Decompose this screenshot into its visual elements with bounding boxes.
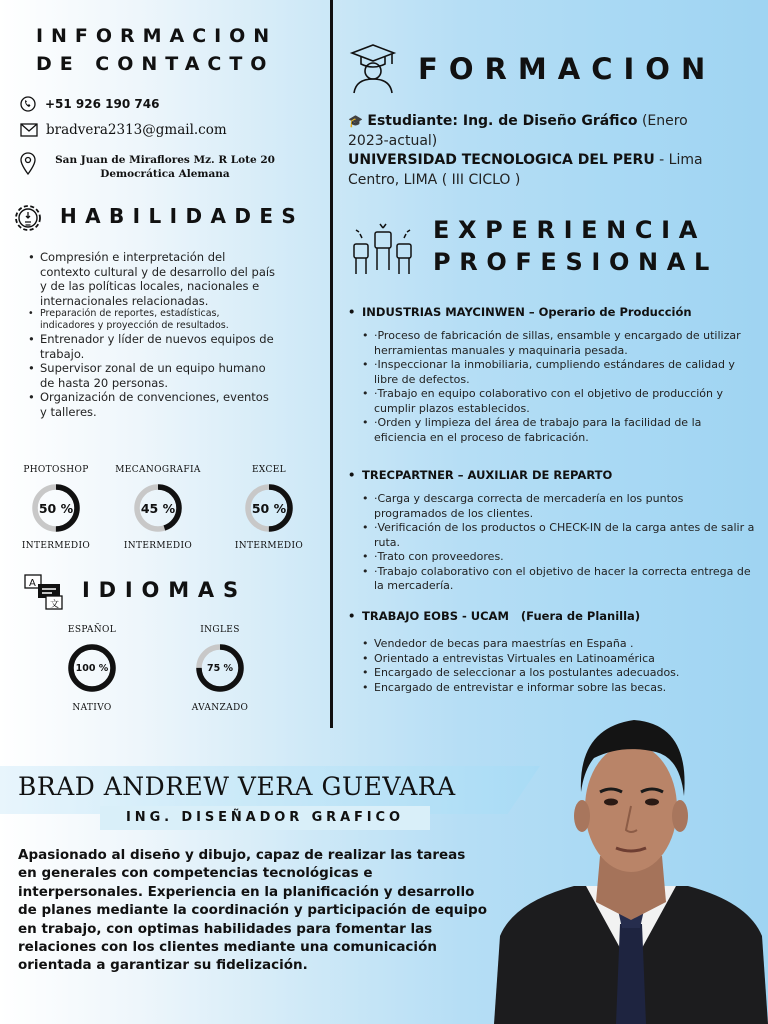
formacion-title: FORMACION [418, 52, 717, 86]
graduation-cap-icon: 🎓 [348, 114, 363, 128]
address-line1: San Juan de Miraflores Mz. R Lote 20 [55, 154, 275, 166]
job-eobs-ucam [346, 609, 756, 695]
skill-percent: 50 % [38, 500, 74, 516]
skill-ring [133, 483, 183, 533]
university: UNIVERSIDAD TECNOLOGICA DEL PERU [348, 152, 655, 168]
formacion-details [348, 112, 728, 190]
language-espanol [42, 625, 142, 713]
phone-icon [20, 96, 38, 112]
degree-period: (Enero 2023-actual) [348, 113, 688, 149]
list-item: • Encargado de seleccionar a los postulantes adecuados. [360, 666, 756, 681]
language-name: INGLES [200, 625, 240, 635]
language-name: ESPAÑOL [67, 625, 117, 635]
skill-percent: 50 % [251, 500, 287, 516]
language-ring [195, 643, 245, 693]
language-ring [67, 643, 117, 693]
list-item: • Orientado a entrevistas Virtuales en Latinoamérica [360, 652, 756, 667]
profile-photo [494, 706, 768, 1024]
column-divider [330, 0, 333, 728]
profile-summary: Apasionado al diseño y dibujo, capaz de realizar las tareas en generales con competencias tecnológicas e interpersonales. Experiencia en la planificación y desarrollo de planes mediante la coordinación y participación de equipo en trabajo, con optimas habilidades para fomentar las relaciones con los clientes mediante una comunicación orientada a garantizar su fidelización. [18, 847, 487, 974]
job-duties [346, 329, 756, 445]
list-item: • Preparación de reportes, estadísticas, indicadores y proyección de resultados. [26, 308, 276, 332]
location-pin-icon [20, 152, 36, 176]
skill-level: INTERMEDIO [123, 541, 193, 551]
email-address[interactable]: bradvera2313@gmail.com [46, 122, 227, 138]
list-item: • ·Carga y descarga correcta de mercadería en los puntos programados de los clientes. [360, 492, 756, 521]
mail-icon [20, 123, 38, 137]
list-item: • Organización de convenciones, eventos y talleres. [26, 390, 276, 419]
experiencia-title-line2: PROFESIONAL [433, 248, 718, 276]
skill-name: PHOTOSHOP [23, 465, 89, 475]
translate-icon [24, 574, 64, 614]
list-item: • ·Proceso de fabricación de sillas, ensamble y encargado de utilizar herramientas manuales y maquinaria pesada. [360, 329, 756, 358]
list-item: • ·Trato con proveedores. [360, 550, 756, 565]
lightbulb-gear-icon [10, 200, 46, 240]
skill-level: INTERMEDIO [234, 541, 304, 551]
list-item: • ·Trabajo colaborativo con el objetivo de hacer la correcta entrega de la mercadería. [360, 565, 756, 594]
habilidades-title: HABILIDADES [60, 204, 305, 228]
job-maycinwen [346, 305, 756, 445]
job-trecpartner [346, 468, 756, 594]
skill-level: INTERMEDIO [21, 541, 91, 551]
svg-text:A: A [29, 578, 36, 589]
skill-ring [244, 483, 294, 533]
list-item: • ·Orden y limpieza del área de trabajo para la facilidad de la eficiencia en el proceso de fabricación. [360, 416, 756, 445]
svg-text:文: 文 [50, 600, 60, 610]
idiomas-title: IDIOMAS [82, 578, 247, 602]
graduate-icon [348, 42, 398, 98]
contact-title-line1: INFORMACION [36, 25, 278, 47]
address-line2: Democrática Alemana [100, 168, 230, 180]
job-title: • TRECPARTNER – AUXILIAR DE REPARTO [346, 468, 756, 482]
skill-photoshop [6, 465, 106, 551]
job-title: • INDUSTRIAS MAYCINWEN – Operario de Producción [346, 305, 756, 319]
candidate-role: ING. DISEÑADOR GRAFICO [100, 806, 430, 830]
list-item: • ·Inspeccionar la inmobiliaria, cumpliendo estándares de calidad y libre de defectos. [360, 358, 756, 387]
skill-mecanografia [108, 465, 208, 551]
skill-ring [31, 483, 81, 533]
location-row [20, 152, 36, 180]
skill-name: EXCEL [251, 465, 287, 475]
list-item: • Entrenador y líder de nuevos equipos de trabajo. [26, 332, 276, 361]
language-level: AVANZADO [191, 703, 249, 713]
list-item: • Encargado de entrevistar e informar sobre las becas. [360, 681, 756, 696]
list-item: • Supervisor zonal de un equipo humano de hasta 20 personas. [26, 361, 276, 390]
list-item: • Vendedor de becas para maestrías en España . [360, 637, 756, 652]
language-percent: 100 % [75, 662, 109, 674]
address [40, 153, 290, 181]
candidate-name: BRAD ANDREW VERA GUEVARA [18, 772, 456, 801]
job-duties [346, 637, 756, 695]
habilidades-list [26, 250, 276, 419]
job-duties [346, 492, 756, 594]
list-item: • Compresión e interpretación del contexto cultural y de desarrollo del país y de las políticas locales, nacionales e internacionales relacionadas. [26, 250, 276, 308]
job-title: • TRABAJO EOBS - UCAM (Fuera de Planilla) [346, 609, 756, 623]
language-level: NATIVO [72, 703, 112, 713]
experiencia-title [433, 214, 718, 278]
degree: Estudiante: Ing. de Diseño Gráfico [367, 113, 638, 129]
phone-row [20, 96, 159, 112]
contact-title-line2: DE CONTACTO [36, 53, 275, 75]
list-item: • ·Trabajo en equipo colaborativo con el objetivo de producción y cumplir plazos establecidos. [360, 387, 756, 416]
list-item: • ·Verificación de los productos o CHECK-IN de la carga antes de salir a ruta. [360, 521, 756, 550]
raised-fists-icon [350, 220, 416, 280]
university-location: - Lima Centro, LIMA ( III CICLO ) [348, 152, 703, 188]
contact-title [36, 22, 277, 78]
experiencia-title-line1: EXPERIENCIA [433, 216, 706, 244]
skill-excel [219, 465, 319, 551]
skill-percent: 45 % [140, 500, 176, 516]
language-percent: 75 % [206, 662, 234, 674]
language-ingles [170, 625, 270, 713]
skill-name: MECANOGRAFIA [115, 465, 201, 475]
phone-number[interactable]: +51 926 190 746 [45, 97, 160, 111]
email-row [20, 122, 227, 138]
